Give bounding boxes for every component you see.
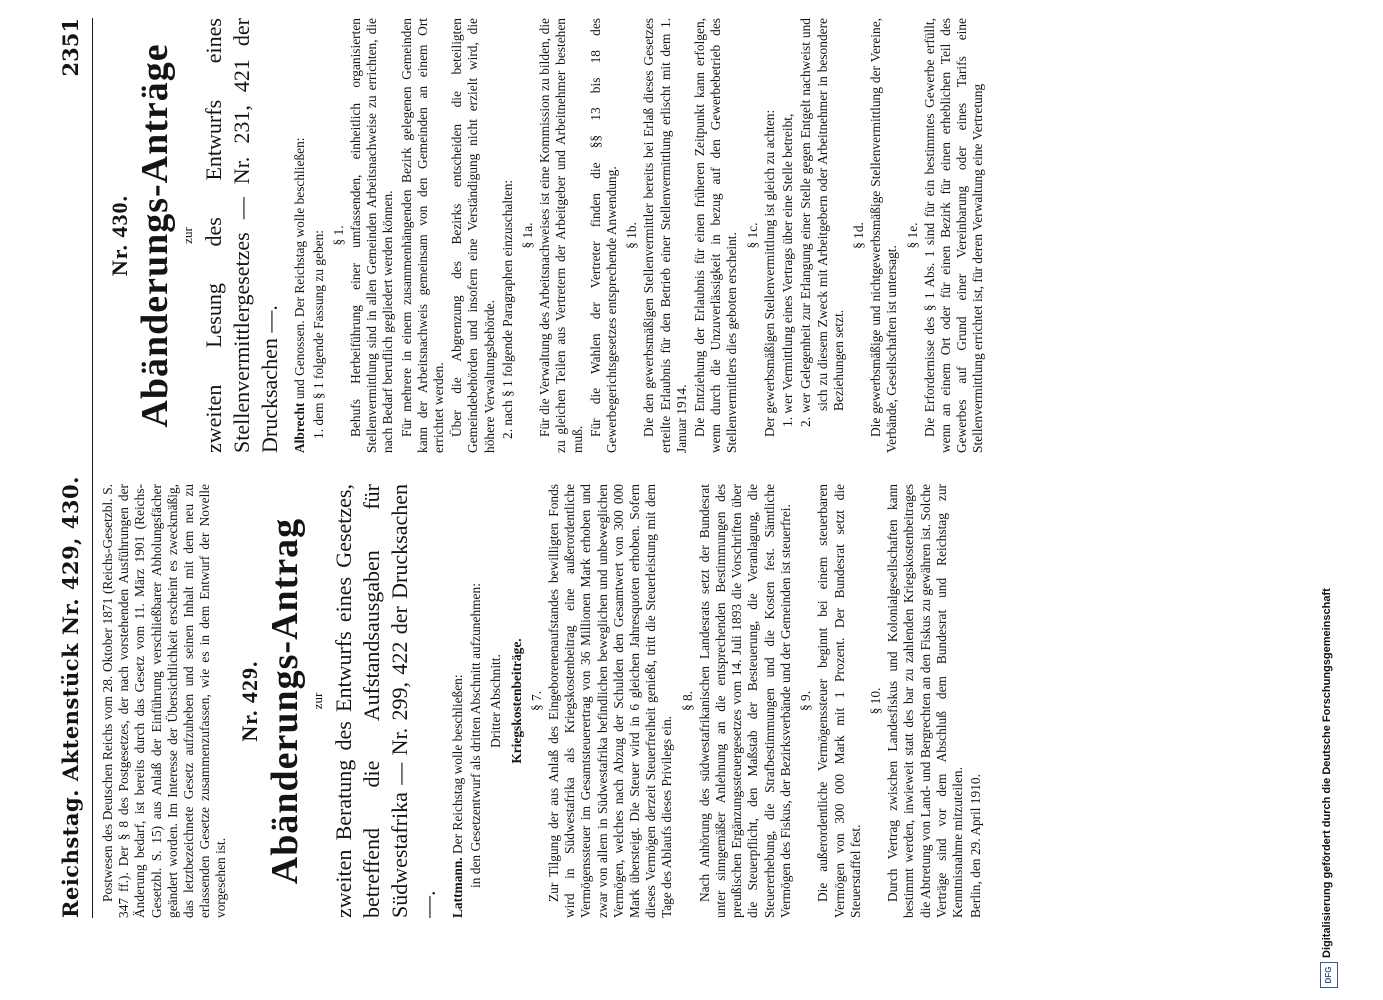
paragraph-number: § 8.: [679, 690, 695, 712]
mover-name: Albrecht: [292, 402, 308, 453]
item-2: 2. nach § 1 folgende Paragraphen einzuschalten:: [499, 179, 515, 439]
section-subtitle: Kriegskostenbeiträge.: [508, 638, 524, 764]
zur-word: zur: [180, 227, 196, 244]
right-column: [100, 18, 1280, 453]
section-1c-para-1: Der gewerbsmäßigen Stellenvermittlung ist gleich zu achten:: [761, 109, 777, 437]
intro-paragraph: Postwesen des Deutschen Reichs vom 28. Oktober 1871 (Reichs-Gesetzbl. S. 347 ff.). Der § 8 des Postgesetzes, der nach vorstehenden Ausführungen der Änderung bedarf, ist bereits durch das Gesetz vom 11. März 1901 (Reichs-Gesetzbl. S. 15) aus Anlaß der Einführung verschließbarer Abholungsfächer geändert worden. Im Interesse der Übersichtlichkeit erscheint es zweckmäßig, das letztbezeichnete Gesetz aufzuheben und seinen Inhalt mit dem neu zu erlassenden Gesetze zusammenzufassen, wie es in dem Entwurf der Novelle vorgesehen ist.: [100, 484, 229, 918]
zur-word: zur: [309, 692, 325, 710]
paragraph-text: Nach Anhörung des südwestafrikanischen Landesrats setzt der Bundesrat unter sinngemäßer Anlehnung an die entsprechenden Bestimmungen des preußischen Ergänzungssteuergesetzes vom 14. Juli 1893 die Vorschriften über die Steuerpflicht, den Maßstab der Besteuerung, die Veranlagung, die Steuererhebung, die Strafbestimmungen und die Kosten fest. Sämtliche Vermögen des Fiskus, der Bezirksverbände und der Gemeinden ist steuerfrei.: [696, 484, 793, 918]
header-title: Reichstag. Aktenstück Nr. 429, 430.: [58, 476, 83, 918]
section-1b-para-1: Die den gewerbsmäßigen Stellenvermittler bereits bei Erlaß dieses Gesetzes erteilte Erlaubnis für den Betrieb einer Stellenvermittlung erlischt mit dem 1. Januar 1914.: [641, 18, 689, 453]
section-1a-para-1: Für die Verwaltung des Arbeitsnachweises ist eine Kommission zu bilden, die zu gleichen Teilen aus Vertretern der Arbeitgeber und Arbeitnehmer bestehen muß.: [537, 18, 585, 453]
instruction-text: in den Gesetzentwurf als dritten Abschnitt aufzunehmen:: [468, 583, 484, 888]
section-1c-title: § 1c.: [744, 222, 760, 249]
mover-line: [292, 18, 308, 453]
section-1e-para-1: Die Erfordernisse des § 1 Abs. 1 sind für ein bestimmtes Gewerbe erfüllt, wenn an einem Ort oder für einen Bezirk für einen erheblichen Teil des Gewerbes auf Grund einer Vereinbarung oder eines Tarifs eine Stellenvermittlung errichtet ist, für deren Verwaltung eine Vertretung: [921, 18, 986, 453]
document-number-430: Nr. 430.: [107, 194, 132, 277]
paragraph-text: Die außerordentliche Vermögenssteuer beginnt bei einem steuerbaren Vermögen von 300 000 Mark mit 1 Prozent. Der Bundesrat setzt die Steuerstaffel fest.: [815, 484, 863, 918]
running-header: [58, 18, 92, 918]
paragraph-number: § 9.: [798, 690, 814, 712]
section-1d-para-1: Die gewerbsmäßige und nichtgewerbsmäßige Stellenvermittlung der Vereine, Verbände, Gesellschaften ist untersagt.: [868, 18, 900, 453]
heading-amendment-motion: Abänderungs-Antrag: [263, 517, 306, 885]
section-1-title: § 1.: [330, 225, 346, 246]
mover-text: und Genossen. Der Reichstag wolle beschließen:: [292, 137, 308, 400]
motion-subtitle: zweiten Beratung des Entwurfs eines Gesetzes, betreffend die Aufstandsausgaben für Südwestafrika — Nr. 299, 422 der Drucksachen —.: [331, 484, 441, 918]
motions-subtitle: zweiten Lesung des Entwurfs eines Stellenvermittlergesetzes — Nr. 231, 421 der Drucksachen —.: [201, 18, 283, 453]
section-1e-title: § 1e.: [904, 222, 920, 249]
credit-text: Digitalisierung gefördert durch die Deutsche Forschungsgemeinschaft: [1321, 588, 1333, 958]
paragraph-text: Durch Vertrag zwischen Landesfiskus und Kolonialgesellschaften kann bestimmt werden, inwieweit statt des bar zu zahlenden Kriegskostenbeitrages die Abtretung von Land- und Bergrechten an den Fiskus zu gewähren ist. Solche Verträge sind vor dem Abschluß dem Bundesrat und Reichstag zur Kenntnisnahme mitzuteilen.: [885, 484, 965, 918]
page-number: 2351: [58, 18, 83, 77]
dfg-logo: DFG: [1320, 962, 1338, 988]
paragraph-text: Zur Tilgung der aus Anlaß des Eingeborenenaufstandes bewilligten Fonds wird in Südwestafrika als Kriegskostenbeitrag eine außerordentliche Vermögenssteuer im Gesamtsteuerertrag von 36 Millionen Mark erhoben und zwar von allem in Südwestafrika befindlichen beweglichen und unbeweglichen Vermögen, welches nach Abzug der Schulden den Gesamtwert von 300 000 Mark übersteigt. Die Steuer wird in 6 gleichen Jahresquoten erhoben. Sofern dieses Vermögen derzeit Steuerfreiheit genießt, tritt die Steuerleistung mit dem Tage des Ablaufs dieses Privilegs ein.: [546, 484, 675, 918]
section-1b-title: § 1b.: [624, 222, 640, 249]
section-title: Dritter Abschnitt.: [488, 654, 504, 748]
digitization-credit: [1318, 8, 1342, 988]
section-1a-para-2: Für die Wahlen der Vertreter finden die §§ 13 bis 18 des Gewerbegerichtsgesetzes entsprechende Anwendung.: [587, 18, 620, 453]
document-number-429: Nr. 429.: [236, 660, 262, 742]
header-rule: [92, 18, 93, 918]
left-column: [100, 484, 1280, 918]
mover-text: Der Reichstag wolle beschließen:: [450, 674, 466, 854]
paragraph-number: § 7.: [528, 690, 544, 712]
section-1d-title: § 1d.: [850, 222, 866, 249]
section-1c-item: 2. wer Gelegenheit zur Erlangung einer Stelle gegen Entgelt nachweist und sich zu diesem Zweck mit Arbeitgebern oder Arbeitnehmer in besondere Beziehungen setzt.: [798, 18, 846, 427]
section-1-para-3: Über die Abgrenzung des Bezirks entscheiden die beteiligten Gemeindebehörden und insofern eine Verständigung nicht erzielt wird, die höhere Verwaltungsbehörde.: [449, 18, 497, 453]
signature-line: Berlin, den 29. April 1910.: [968, 774, 984, 918]
section-1c-item: 1. wer Vermittlung eines Vertrags über eine Stelle betreibt,: [780, 113, 796, 427]
section-1b-para-2: Die Entziehung der Erlaubnis für einen früheren Zeitpunkt kann erfolgen, wenn durch die Unzuverlässigkeit in bezug auf den Gewerbebetrieb des Stellenvermittlers dies geboten erscheint.: [692, 18, 740, 453]
mover-name: Lattmann.: [450, 857, 466, 918]
mover-line: [450, 484, 466, 918]
section-1-para-2: Für mehrere in einem zusammenhängenden Bezirk gelegenen Gemeinden kann der Arbeitsnachweis gemeinsam von den Gemeinden an einem Ort errichtet werden.: [398, 18, 447, 453]
heading-amendment-motions: Abänderungs-Anträge: [134, 43, 177, 428]
paragraph-number: § 10.: [867, 687, 883, 715]
item-1: 1. dem § 1 folgende Fassung zu geben:: [310, 230, 326, 439]
section-1-para-1: Behufs Herbeiführung einer umfassenden, einheitlich organisierten Stellenvermittlung sind in allen Gemeinden Arbeitsnachweise zu errichten, die nach Bedarf beruflich gegliedert werden können.: [348, 18, 396, 453]
section-1a-title: § 1a.: [520, 222, 536, 249]
